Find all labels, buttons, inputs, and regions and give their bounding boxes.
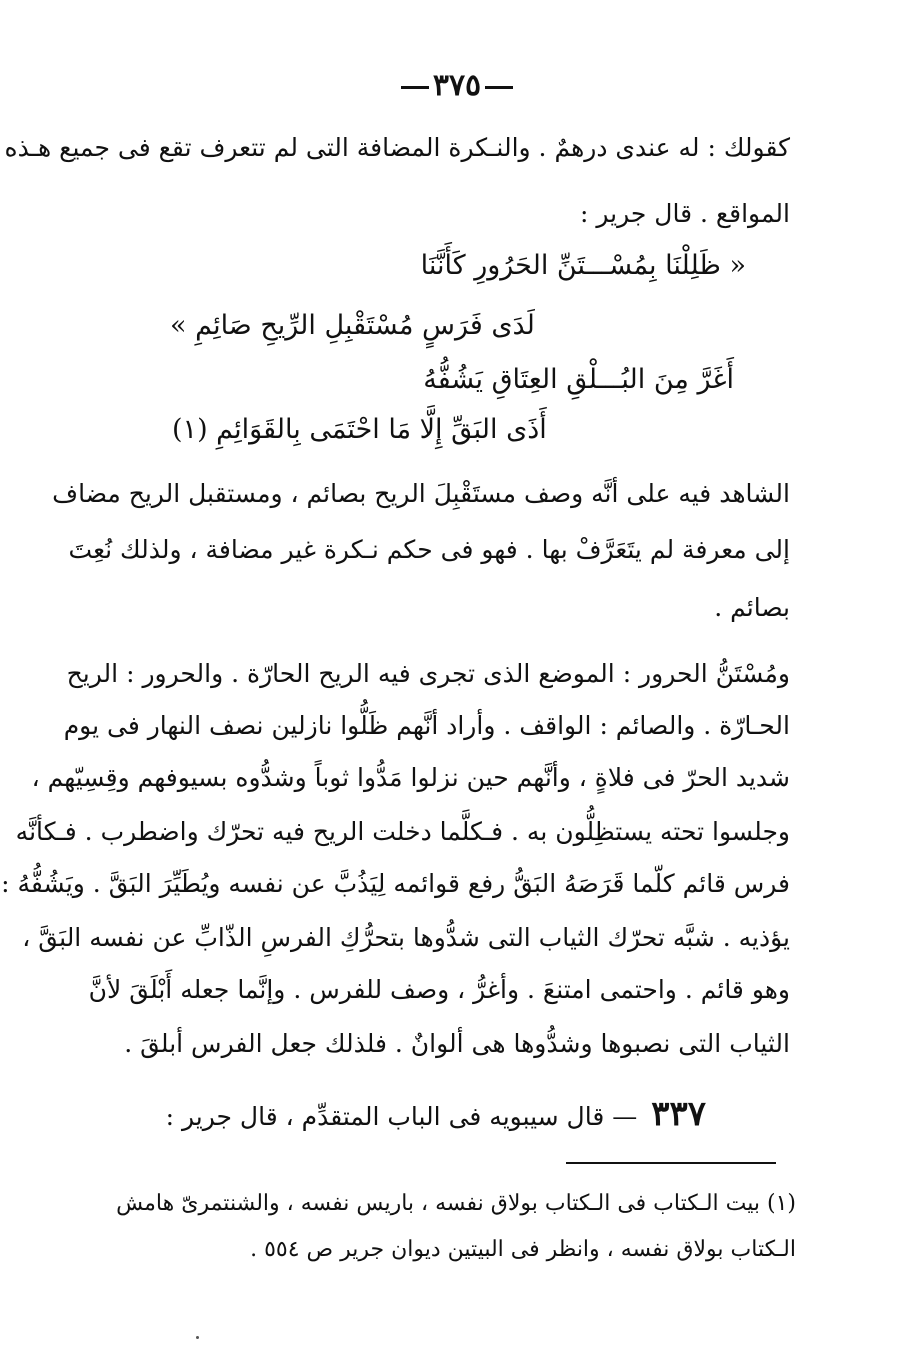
section-text: قال سيبويه فى الباب المتقدِّم ، قال جرير : <box>165 1102 605 1131</box>
section-number: ٣٣٧ <box>651 1094 706 1134</box>
page-number-dash-right <box>485 86 513 89</box>
text-line: الثياب التى نصبوها وشدُّوها هى ألوانٌ . فلذلك جعل الفرس أبلقَ . <box>124 1029 790 1058</box>
section-heading <box>146 1094 706 1137</box>
text-line: بصائم . <box>714 593 790 622</box>
verse-line: « ظَلِلْنَا بِمُسْـــتَنِّ الحَرُورِ كَأَنَّنَا <box>420 250 746 281</box>
text-line: ومُسْتَنُّ الحرور : الموضع الذى تجرى فيه الريح الحارّة . والحرور : الريح <box>66 659 790 688</box>
verse-line: أَغَرَّ مِنَ البُـــلْقِ العِتَاقِ يَشُفُّهُ <box>423 364 734 395</box>
text-line: الشاهد فيه على أنَّه وصف مستَقْبِلَ الريح بصائم ، ومستقبل الريح مضاف <box>52 479 790 508</box>
verse-line: لَدَى فَرَسٍ مُسْتَقْبِلِ الرِّيحِ صَائِمِ » <box>170 310 535 341</box>
footnote-rule <box>566 1162 776 1164</box>
text-line: يؤذيه . شبَّه تحرّك الثياب التى شدُّوها بتحرُّكِ الفرسِ الذّابِّ عن نفسه البَقَّ ، <box>22 923 790 952</box>
page-number-dash-left <box>401 86 429 89</box>
text-line: شديد الحرّ فى فلاةٍ ، وأنَّهم حين نزلوا مَدُّوا ثوباً وشدُّوه بسيوفهم وقِسِيّهم ، <box>31 763 790 792</box>
scan-speck <box>196 1336 199 1339</box>
text-line: إلى معرفة لم يتَعَرَّفْ بها . فهو فى حكم نـكرة غير مضافة ، ولذلك نُعِتَ <box>68 535 790 564</box>
text-line: المواقع . قال جرير : <box>579 199 790 228</box>
footnote-line: (١) بيت الـكتاب فى الـكتاب بولاق نفسه ، باريس نفسه ، والشنتمرىّ هامش <box>116 1191 796 1216</box>
text-line: فرس قائم كلّما قَرَصَهُ البَقُّ رفع قوائمه لِيَذُبَّ عن نفسه ويُطَيِّرَ البَقَّ . ويَشُفُّهُ : <box>1 869 790 898</box>
footnote-line: الـكتاب بولاق نفسه ، وانظر فى البيتين ديوان جرير ص ٥٥٤ . <box>250 1237 796 1262</box>
text-line: وهو قائم . واحتمى امتنعَ . وأغرُّ ، وصف للفرس . وإنَّما جعله أَبْلَقَ لأنَّ <box>88 975 790 1004</box>
page-number <box>0 68 914 103</box>
section-dash: — <box>612 1102 638 1131</box>
text-line: كقولك : له عندى درهمٌ . والنـكرة المضافة التى لم تتعرف تقع فى جميع هـذه <box>4 133 790 162</box>
verse-line: أَذَى البَقِّ إِلَّا مَا احْتَمَى بِالقَوَائِمِ (١) <box>172 414 547 445</box>
page-number-text: ٣٧٥ <box>432 68 482 103</box>
text-line: وجلسوا تحته يستظِلُّون به . فـكلَّما دخلت الريح فيه تحرّك واضطرب . فـكأنَّه <box>15 817 790 846</box>
text-line: الحـارّة . والصائم : الواقف . وأراد أنَّهم ظَلُّوا نازلين نصف النهار فى يوم <box>63 711 790 740</box>
